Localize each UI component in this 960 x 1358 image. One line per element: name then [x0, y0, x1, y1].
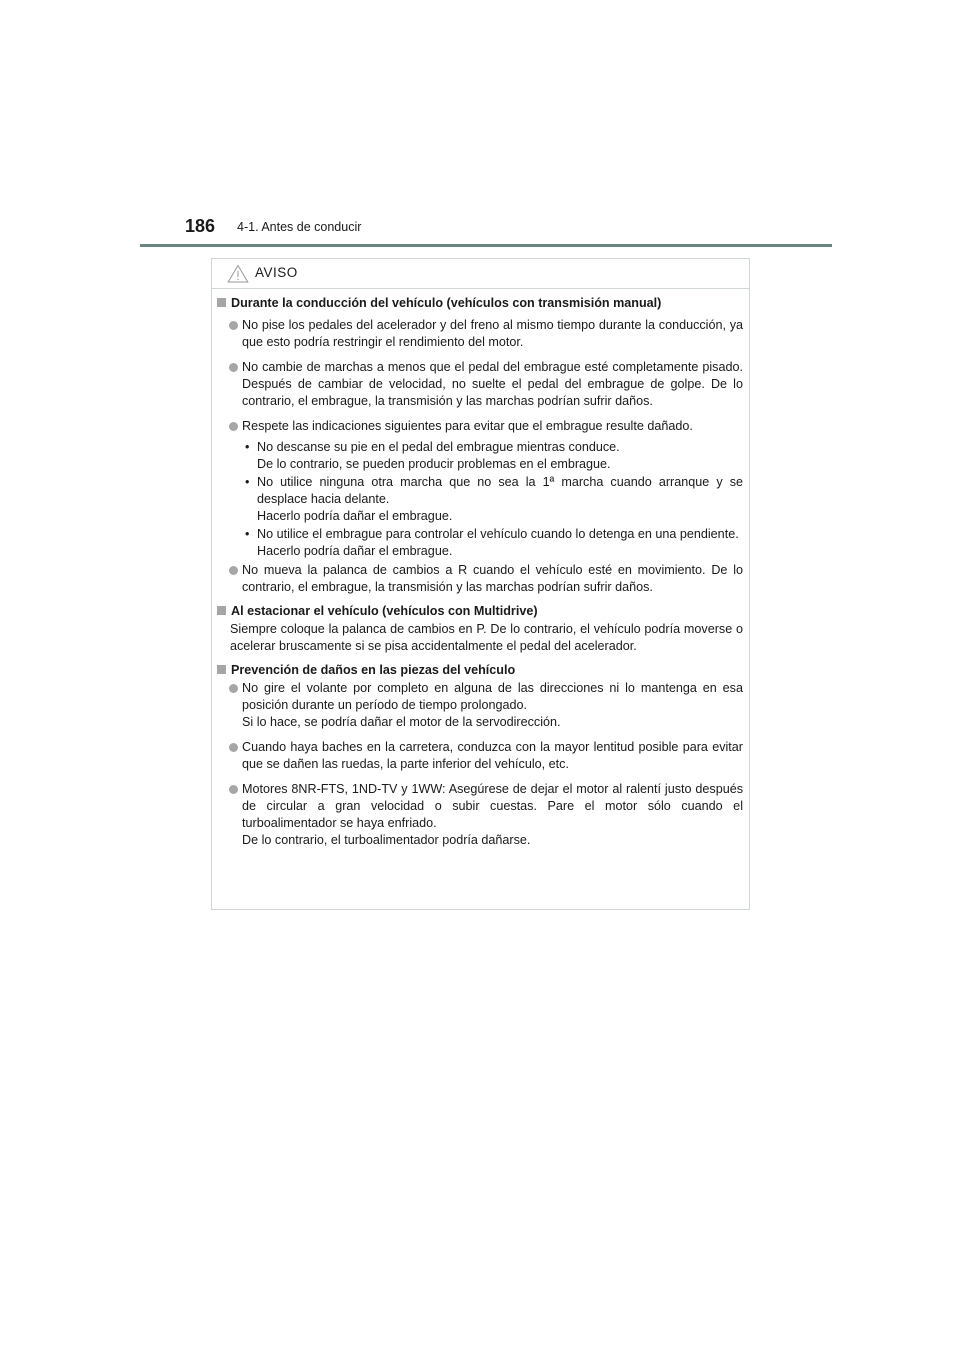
square-bullet-icon	[217, 665, 226, 674]
warning-box	[211, 258, 750, 910]
list-item-note: De lo contrario, el turboalimentador podría dañarse.	[242, 833, 531, 847]
sub-list	[212, 439, 749, 560]
list-item: Respete las indicaciones siguientes para evitar que el embrague resulte dañado.	[212, 418, 749, 435]
sub-list-note: Hacerlo podría dañar el embrague.	[257, 509, 453, 523]
header-rule	[140, 244, 832, 247]
round-bullet-icon	[229, 785, 238, 794]
list-item-note: Si lo hace, se podría dañar el motor de la servodirección.	[242, 715, 561, 729]
round-bullet-icon	[229, 743, 238, 752]
warning-title: AVISO	[255, 265, 298, 280]
sub-list-item: • No utilice el embrague para controlar el vehículo cuando lo detenga en una pendiente.	[245, 527, 739, 541]
section-title: 4-1. Antes de conducir	[237, 220, 362, 234]
list-item: Cuando haya baches en la carretera, conduzca con la mayor lentitud posible para evitar que se dañen las ruedas, la parte inferior del vehículo, etc.	[212, 739, 749, 773]
page-number: 186	[185, 216, 216, 236]
round-bullet-icon	[229, 321, 238, 330]
paragraph: Siempre coloque la palanca de cambios en P. De lo contrario, el vehículo podría moverse o acelerar bruscamente si se pisa accidentalmente el pedal del acelerador.	[230, 622, 743, 653]
list-item: No cambie de marchas a menos que el pedal del embrague esté completamente pisado. Después de cambiar de velocidad, no suelte el pedal del embrague de golpe. De lo contrario, el embrague, la transmisión y las marchas podrían sufrir daños.	[212, 359, 749, 410]
sub-list-item: • No utilice ninguna otra marcha que no sea la 1ª marcha cuando arranque y se desplace hacia delante.	[245, 475, 743, 506]
list-item: No pise los pedales del acelerador y del freno al mismo tiempo durante la conducción, ya que esto podría restringir el rendimiento del motor.	[212, 317, 749, 351]
round-bullet-icon	[229, 422, 238, 431]
sub-list-note: De lo contrario, se pueden producir problemas en el embrague.	[257, 457, 611, 471]
round-bullet-icon	[229, 684, 238, 693]
warning-content	[212, 295, 749, 849]
section-heading: Al estacionar el vehículo (vehículos con Multidrive)	[212, 603, 749, 620]
square-bullet-icon	[217, 298, 226, 307]
list-item: No gire el volante por completo en alguna de las direcciones ni lo mantenga en esa posición durante un período de tiempo prolongado.	[212, 680, 749, 714]
sub-list-note: Hacerlo podría dañar el embrague.	[257, 544, 453, 558]
list-item: Motores 8NR-FTS, 1ND-TV y 1WW: Asegúrese de dejar el motor al ralentí justo después de circular a gran velocidad o subir cuestas. Pare el motor sólo cuando el turboalimentador se haya enfriado.	[212, 781, 749, 832]
sub-list-item: • No descanse su pie en el pedal del embrague mientras conduce.	[245, 440, 620, 454]
list-item: No mueva la palanca de cambios a R cuando el vehículo esté en movimiento. De lo contrario, el embrague, la transmisión y las marchas podrían sufrir daños.	[212, 562, 749, 596]
warning-triangle-icon	[227, 264, 249, 283]
round-bullet-icon	[229, 566, 238, 575]
warning-header	[212, 259, 749, 289]
square-bullet-icon	[217, 606, 226, 615]
round-bullet-icon	[229, 363, 238, 372]
section-heading: Prevención de daños en las piezas del vehículo	[212, 662, 749, 679]
section-heading: Durante la conducción del vehículo (vehículos con transmisión manual)	[212, 295, 749, 312]
